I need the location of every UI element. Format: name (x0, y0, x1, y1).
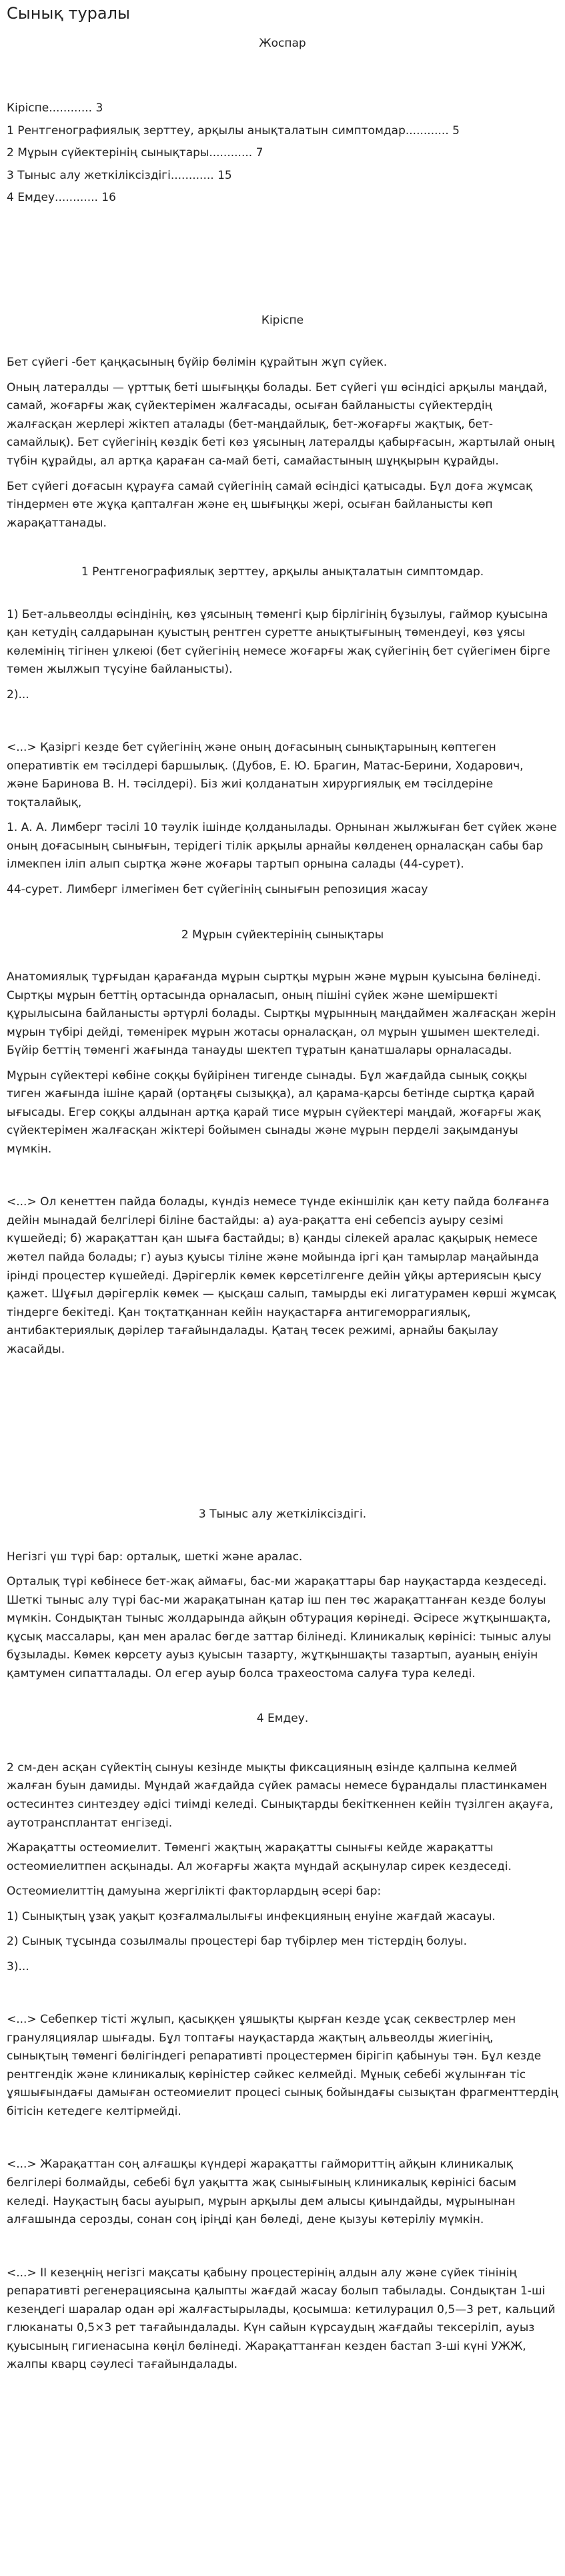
section-1-heading: 1 Рентгенографиялық зерттеу, арқылы анықталатын симптомдар. (81, 565, 484, 579)
paragraph: 1) Сынықтың ұзақ уақыт қозғалмалылығы инфекцияның енуіне жағдай жасауы. (7, 1909, 496, 1923)
document-title: Сынық туралы (7, 4, 130, 23)
section-4-heading: 4 Емдеу. (256, 1712, 309, 1726)
table-of-contents (7, 99, 558, 208)
paragraph: 3)... (7, 1959, 29, 1973)
section-2-heading: 2 Мұрын сүйектерінің сынықтары (181, 928, 384, 942)
paragraph: 1) Бет-альвеолды өсіндінің, көз ұясының төменгі қыр бірлігінің бұзылуы, гаймор қуысына қан кетудің салдарынан қуыстың рентген суреттe анықтығының төмендеуі, көз ұясы көлемінің тігінен ұлкеюі (бет сүйегінің немесе жоғарғы жақ сүйегінің бет сүйегімен бірге төмен жылжып түсуіне байланысты). (7, 607, 550, 677)
paragraph: Жарақатты остеомиелит. Төменгі жақтың жарақатты сынығы кейде жарақатты остеомиелитпен асқынады. Ал жоғарғы жақта мұндай асқынулар сирек кездеседі. (7, 1841, 512, 1873)
paragraph: <...> Жарақаттан соң алғашқы күндері жарақатты гаймориттің айқын клиникалық белгілері болмайды, себебі бұл уақытта жақ сынығының клиникалық көрінісі басым келеді. Науқастың басы ауырып, мұрын арқылы дем алысы қиындайды, мұрынынан алғашында серозды, сонан соң іріңді қан бөледі, дене қызуы көтеріліу мүмкін. (7, 2158, 517, 2227)
paragraph: Оның латералды — үрттық беті шығыңқы болады. Бет сүйегі үш өсіндісі арқылы маңдай, самай, жоғарғы жақ сүйектерімен жалғасады, осыған байланысты сүйектердің жалғасқан жерлері жіктеп аталады (бет-маңдайлық, бет-жоғарғы жақтық, бет-самайлық). Бет сүйегінің көздік беті көз ұясының латералды қабырғасын, жартылай оның түбін құрайды, ал артқа қараған са-май беті, самайастының шұңқырын құрайды. (7, 380, 555, 468)
toc-heading: Жоспар (259, 36, 306, 50)
paragraph: 1. А. А. Лимберг тәсілі 10 тәулік ішінде қолданылады. Орнынан жылжыған бет сүйек және оның доғасының сынығын, терідегі тілік арқылы арнайы көлденең орналасқан сабы бар ілмекпен іліп алып сыртқа және жоғары тартып орнына салады (44-сурет). (7, 821, 557, 872)
paragraph: 2 см-ден асқан сүйектің сынуы кезінде мықты фиксацияның өзінде қалпына келмей жалған буын дамиды. Мұндай жағдайда сүйек рамасы немесе бұрандалы пластинкамен остесинтез синтездеу әдісі тиімді келеді. Сынықтарды бекіткеннен кейін түзілген ақауға, аутотрансплантат енгізеді. (7, 1760, 554, 1830)
intro-heading: Кіріспе (261, 313, 304, 327)
paragraph: <...> Қазіргі кезде бет сүйегінің және оның доғасының сынықтарының көптеген оперативтік ем тәсілдері баршылық. (Дубов, Е. Ю. Брагин, Матас-Берини, Ходарович, және Баринова В. Н. тәсілдері). Біз жиі қолданатын хирургиялық ем тәсілдеріне тоқталайық, (7, 741, 524, 810)
paragraph: <...> Ол кенеттен пайда болады, күндіз немесе түнде екіншілік қан кету пайда болғанға дейін мынадай белгілері біліне бастайды: а) ауа-рақатта ені себепсіз ауыру сезімі күшейеді; б) жарақаттан қан шыға бастайды; в) қанды сілекей аралас қақырық немесе жөтел пайда болады; г) ауыз қуысы тіліне және мойында іргі қан тамырлар маңайында ірінді процестер күшейеді. Дәрігерлік көмек көрсетілгенге дейін ұйқы артериясын қысу қажет. Шұғыл дәрігерлік көмек — қысқаш салып, тамырды екі лигатурамен көрші жұмсақ тіндерге бекітеді. Қан тоқтатқаннан кейін науқастарға антигеморрагиялық, антибактериялық дәрілер тағайындалады. Қатаң төсек режимі, арнайы бақылау жасайды. (7, 1195, 556, 1356)
paragraph: Остеомиелиттің дамуына жергілікті факторлардың әсері бар: (7, 1885, 382, 1899)
paragraph: <...> ІІ кезеңнің негізгі мақсаты қабыну процестерінің алдын алу және сүйек тінінің репаративті регенерациясына қалыпты жағдай жасау болып табылады. Сондықтан 1-ші кезеңдегі шаралар одан әрі жалғастырылады, қосымша: кетилурацил 0,5—3 рет, кальций глюканаты 0,5×3 рет тағайындалады. Күн сайын күрсаудың жағдайы тексеріліп, ауыз қуысының гигиенасына көңіл бөлінеді. Жарақаттанған кезден бастап 3-ші күні УЖЖ, жалпы кварц сәулесі тағайындалады. (7, 2266, 556, 2372)
paragraph: Бет сүйегі -бет қаңқасының бүйір бөлімін құрайтын жұп сүйек. (7, 356, 388, 370)
toc-item: 1 Рентгенографиялық зерттеу, арқылы анықталатын симптомдар............ 5 (7, 123, 460, 137)
paragraph: 2) Сынық тұсында созылмалы процестері бар түбірлер мен тістердің болуы. (7, 1935, 468, 1949)
toc-item: Кіріспе............ 3 (7, 101, 103, 115)
toc-item: 3 Тыныс алу жеткіліксіздігі............ 15 (7, 168, 232, 182)
toc-item: 2 Мұрын сүйектерінің сынықтары............ 7 (7, 146, 263, 160)
paragraph: Орталық түрі көбінесе бет-жақ аймағы, бас-ми жарақаттары бар науқастарда кездеседі. Шеткі тыныс алу түрі бас-ми жарақатынан қатар іш пен төс жарақаттанған кезде болуы мүмкін. Сондықтан тыныс жолдарында айқын обтурация көрінеді. Әсіресе жұтқыншақта, құсық массалары, қан мен аралас бөгде заттар білінеді. Клиникалық көрінісі: тыныс алуы бұзылады. Көмек көрсету ауыз қуысын тазарту, жұтқыншақты тазартып, ауаның еніуін қамтумен сипатталады. Ол егер ауыр болса трахеостома салуға тура келеді. (7, 1575, 552, 1680)
section-3-heading: 3 Тыныс алу жеткіліксіздігі. (198, 1508, 367, 1522)
figure-caption: 44-сурет. Лимберг ілмегімен бет сүйегінің сынығын репозиция жасау (7, 883, 428, 896)
paragraph: <...> Себепкер тісті жұлып, қасыққен ұяшықты қырған кезде ұсақ секвестрлер мен грануляциялар шығады. Бұл топтағы науқастарда жақтың альвеолды жиегінің, сынықтың төменгі бөлігіндегі репаративті процестермен бірігіп қабынуы тән. Бұл кезде рентгендік және клиникалық көріністер сәйкес келмейді. Мұнық себебі жұлынған тіс ұяшығындағы дамыған остеомиелит процесі сынық бойындағы сызықтан фрагменттердің бітісін кетедеге келтірмейді. (7, 2013, 558, 2118)
paragraph: Негізгі үш түрі бар: орталық, шеткі және аралас. (7, 1550, 303, 1564)
toc-item: 4 Емдеу............ 16 (7, 191, 116, 205)
paragraph: Мұрын сүйектері көбіне соққы бүйірінен тигенде сынады. Бұл жағдайда сынық соққы тиген жағында ішіне қарай (ортаңғы сызыққа), ал қарама-қарсы бетінде сыртқа қарай ығысады. Егер соққы алдынан артқа қарай тисе мұрын сүйектері маңдай, жоғарғы жақ сүйектерімен жалғасқан жіктері бойымен сынады және мұрын перделі зақымдануы мүмкін. (7, 1068, 541, 1156)
paragraph: 2)... (7, 687, 29, 701)
paragraph: Бет сүйегі доғасын құрауға самай сүйегінің самай өсіндісі қатысады. Бұл доға жұмсақ тіндермен өте жұқа қапталған және ең шығыңқы жері, осыған байланысты көп жарақаттанады. (7, 479, 533, 530)
paragraph: Анатомиялық тұрғыдан қарағанда мұрын сыртқы мұрын және мұрын қуысына бөлінеді. Сыртқы мұрын беттің ортасында орналасып, оның пішіні сүйек және шеміршекті құрылысына байланысты әртүрлі болады. Сыртқы мұрынның маңдаймен жалғасқан жерін мұрын түбірі дейді, төменірек мұрын жотасы орналасқан, ол мұрын ұшымен шектеледі. Бүйір беттің төменгі жағында танауды шектеп тұратын қанатшалары орналасады. (7, 970, 556, 1058)
